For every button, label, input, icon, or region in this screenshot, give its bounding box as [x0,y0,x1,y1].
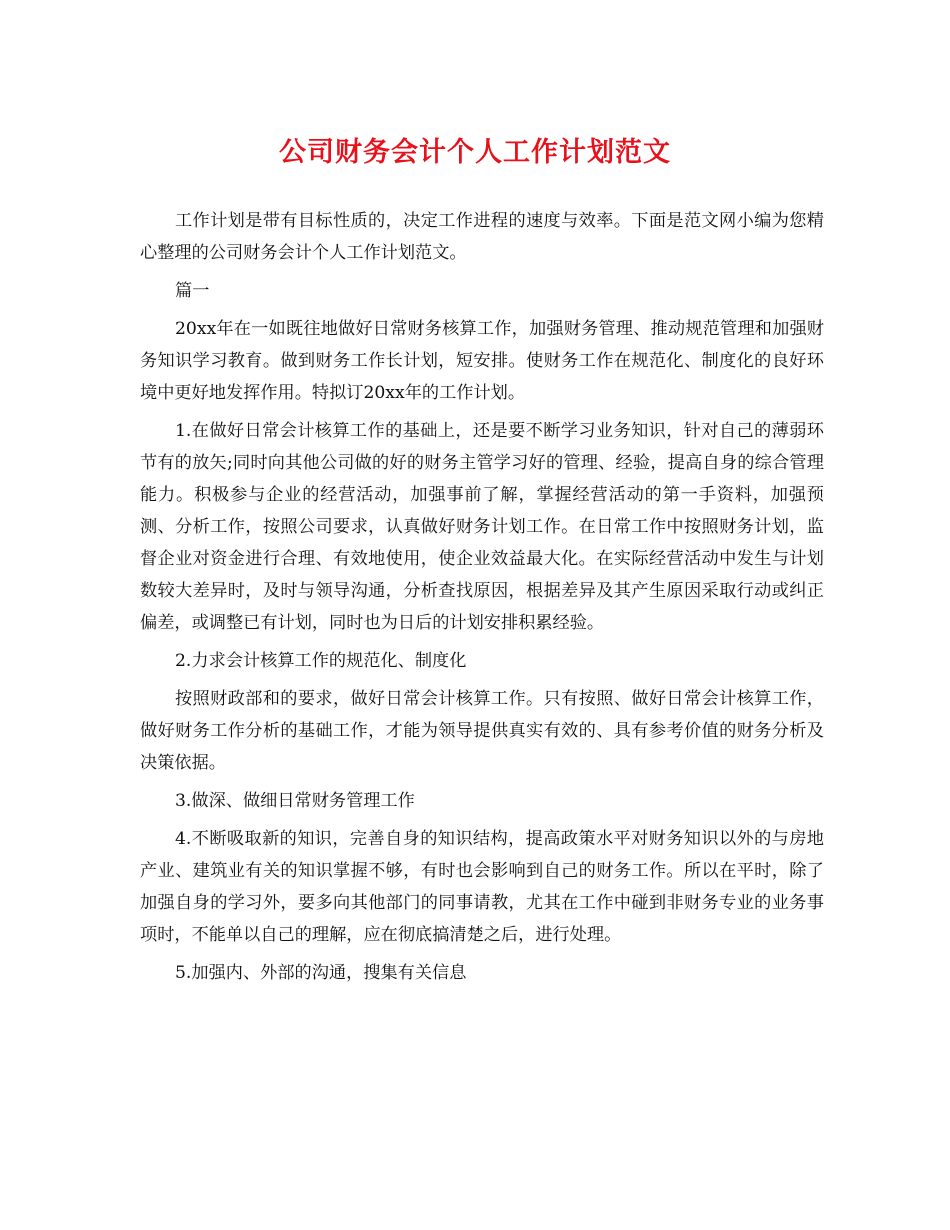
list-item-2: 2.力求会计核算工作的规范化、制度化 [175,651,467,671]
section-heading: 篇一 [175,281,210,301]
list-item-3: 3.做深、做细日常财务管理工作 [175,791,415,811]
list-item-4: 4.不断吸取新的知识，完善自身的知识结构，提高政策水平对财务知识以外的与房地产业、建筑业有关的知识掌握不够，有时也会影响到自己的财务工作。所以在平时，除了加强自身的学习外，要多向其他部门的同事请教，尤其在工作中碰到非财务专业的业务事项时，不能单以自己的理解，应在彻底搞清楚之后，进行处理。 [140,829,824,945]
list-item-5: 5.加强内、外部的沟通，搜集有关信息 [175,963,467,983]
body-paragraph: 20xx年在一如既往地做好日常财务核算工作，加强财务管理、推动规范管理和加强财务知识学习教育。做到财务工作长计划，短安排。使财务工作在规范化、制度化的良好环境中更好地发挥作用。特拟订20xx年的工作计划。 [140,319,824,403]
intro-paragraph: 工作计划是带有目标性质的，决定工作进程的速度与效率。下面是范文网小编为您精心整理的公司财务会计个人工作计划范文。 [140,211,824,263]
body-paragraph: 按照财政部和的要求，做好日常会计核算工作。只有按照、做好日常会计核算工作，做好财务工作分析的基础工作，才能为领导提供真实有效的、具有参考价值的财务分析及决策依据。 [140,689,824,773]
list-item-1: 1.在做好日常会计核算工作的基础上，还是要不断学习业务知识，针对自己的薄弱环节有的放矢;同时向其他公司做的好的财务主管学习好的管理、经验，提高自身的综合管理能力。积极参与企业的经营活动，加强事前了解，掌握经营活动的第一手资料，加强预测、分析工作，按照公司要求，认真做好财务计划工作。在日常工作中按照财务计划，监督企业对资金进行合理、有效地使用，使企业效益最大化。在实际经营活动中发生与计划数较大差异时，及时与领导沟通，分析查找原因，根据差异及其产生原因采取行动或纠正偏差，或调整已有计划，同时也为日后的计划安排积累经验。 [140,421,824,633]
document-title: 公司财务会计个人工作计划范文 [279,137,671,168]
document-body [140,205,824,995]
